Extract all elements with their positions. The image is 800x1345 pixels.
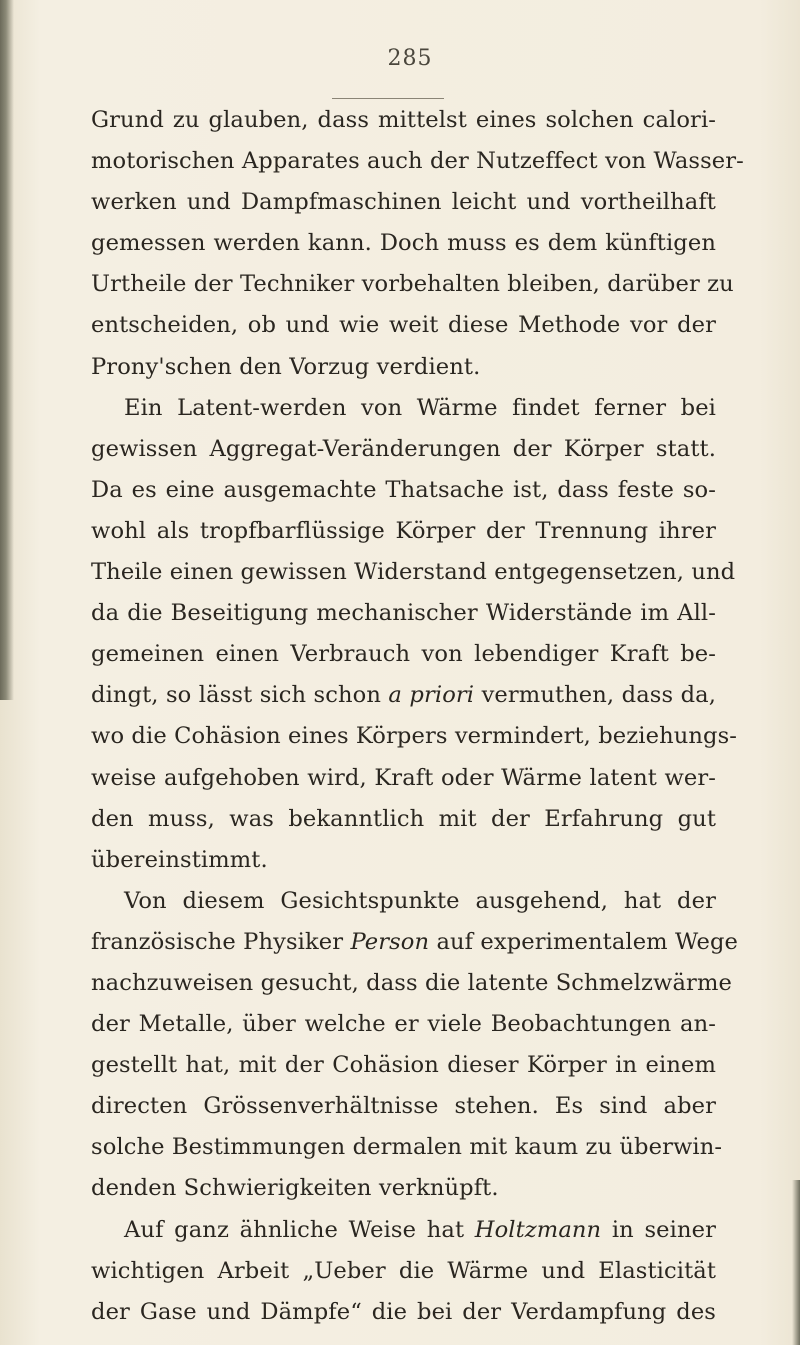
text-line: gestellt hat, mit der Cohäsion dieser Körper in einem: [91, 1052, 716, 1079]
emphasis: a priori: [388, 682, 475, 709]
page-number-rule: [332, 98, 444, 99]
text-line: gemeinen einen Verbrauch von lebendiger Kraft be-: [91, 641, 716, 668]
emphasis: Holtzmann: [474, 1216, 602, 1243]
text-line: Theile einen gewissen Widerstand entgegensetzen, und: [91, 559, 736, 586]
text-line: wo die Cohäsion eines Körpers vermindert, beziehungs-: [91, 723, 738, 750]
text-line: Da es eine ausgemachte Thatsache ist, dass feste so-: [91, 476, 716, 503]
text-line: nachzuweisen gesucht, dass die latente Schmelzwärme: [91, 969, 732, 996]
text-line: dingt, so lässt sich schon a priori vermuthen, dass da,: [91, 682, 716, 709]
text-line: motorischen Apparates auch der Nutzeffect von Wasser-: [91, 148, 744, 175]
text-line: den muss, was bekanntlich mit der Erfahrung gut: [91, 805, 716, 832]
text-line: französische Physiker Person auf experimentalem Wege: [91, 928, 738, 955]
text-line: solche Bestimmungen dermalen mit kaum zu überwin-: [91, 1134, 723, 1161]
body-text: [91, 100, 744, 1333]
text-line: weise aufgehoben wird, Kraft oder Wärme latent wer-: [91, 764, 716, 791]
text-line: wichtigen Arbeit „Ueber die Wärme und Elasticität: [91, 1257, 716, 1284]
binding-shadow-right: [792, 1180, 800, 1345]
text-line: der Gase und Dämpfe“ die bei der Verdampfung des: [91, 1298, 716, 1325]
text-line: Von diesem Gesichtspunkte ausgehend, hat der: [124, 887, 716, 914]
text-line: entscheiden, ob und wie weit diese Methode vor der: [91, 312, 716, 339]
text-line: übereinstimmt.: [91, 846, 268, 873]
text-line: Urtheile der Techniker vorbehalten bleiben, darüber zu: [91, 271, 734, 298]
text-line: Ein Latent-werden von Wärme findet ferner bei: [124, 394, 716, 421]
text-line: Grund zu glauben, dass mittelst eines solchen calori-: [91, 107, 716, 133]
text-line: der Metalle, über welche er viele Beobachtungen an-: [91, 1011, 716, 1038]
emphasis: Person: [350, 928, 430, 955]
text-line: wohl als tropfbarflüssige Körper der Trennung ihrer: [91, 517, 716, 544]
text-line: gewissen Aggregat-Veränderungen der Körper statt.: [91, 435, 716, 462]
text-line: denden Schwierigkeiten verknüpft.: [91, 1175, 499, 1202]
binding-shadow-left: [0, 0, 14, 700]
text-line: directen Grössenverhältnisse stehen. Es sind aber: [91, 1093, 716, 1120]
text-line: da die Beseitigung mechanischer Widerstände im All-: [91, 600, 716, 627]
text-line: Prony'schen den Vorzug verdient.: [91, 353, 481, 380]
text-line: gemessen werden kann. Doch muss es dem künftigen: [91, 230, 716, 257]
page-number: 285: [387, 46, 433, 71]
text-line: Auf ganz ähnliche Weise hat Holtzmann in seiner: [124, 1216, 716, 1243]
text-line: werken und Dampfmaschinen leicht und vortheilhaft: [91, 189, 716, 216]
